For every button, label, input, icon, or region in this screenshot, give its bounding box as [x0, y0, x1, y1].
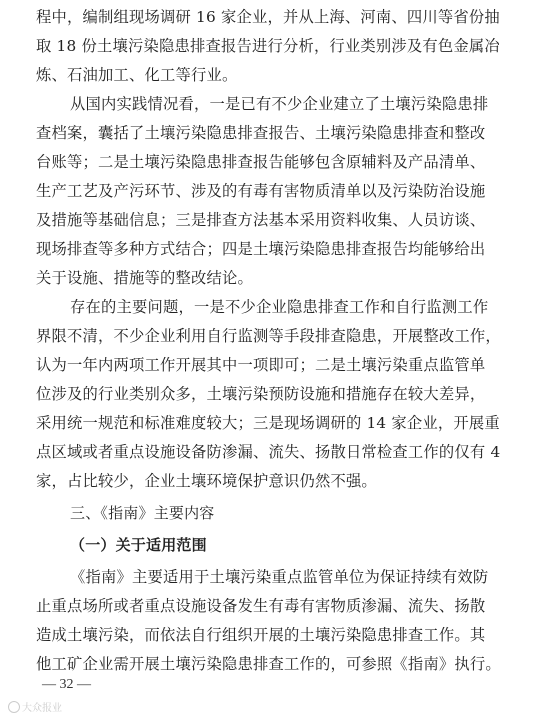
section-heading: 三、《指南》主要内容	[70, 504, 215, 522]
text-line: 查档案，囊括了土壤污染隐患排查报告、土壤污染隐患排查和整改	[36, 124, 486, 142]
paragraph-start-line: 存在的主要问题，一是不少企业隐患排查工作和自行监测工作	[70, 298, 489, 316]
watermark-logo-icon	[8, 701, 20, 713]
text-line: 止重点场所或者重点设施设备发生有毒有害物质渗漏、流失、扬散	[36, 597, 486, 615]
text-line: 取 18 份土壤污染隐患排查报告进行分析，行业类别涉及有色金属冶	[36, 37, 500, 55]
watermark	[8, 699, 62, 714]
subsection-heading: （一）关于适用范围	[70, 536, 207, 554]
text-line: 及措施等基础信息；三是排查方法基本采用资料收集、人员访谈、	[36, 211, 486, 229]
paragraph-start-line: 从国内实践情况看，一是已有不少企业建立了土壤污染隐患排	[70, 95, 489, 113]
text-line: 炼、石油加工、化工等行业。	[36, 66, 238, 84]
paragraph-start-line: 《指南》主要适用于土壤污染重点监管单位为保证持续有效防	[70, 568, 489, 586]
page-number: — 32 —	[42, 677, 91, 692]
text-line: 程中，编制组现场调研 16 家企业，并从上海、河南、四川等省份抽	[36, 8, 500, 26]
text-line: 台账等；二是土壤污染隐患排查报告能够包含原辅料及产品清单、	[36, 153, 486, 171]
text-line: 现场排查等多种方式结合；四是土壤污染隐患排查报告均能够给出	[36, 240, 486, 258]
watermark-text: 大众报业	[22, 703, 62, 714]
text-line: 造成土壤污染，而依法自行组织开展的土壤污染隐患排查工作。其	[36, 626, 486, 644]
text-line: 位涉及的行业类别众多，土壤污染预防设施和措施存在较大差异，	[36, 385, 486, 403]
text-line: 界限不清，不少企业利用自行监测等手段排查隐患，开展整改工作，	[36, 327, 501, 345]
text-line: 他工矿企业需开展土壤污染隐患排查工作的，可参照《指南》执行。	[36, 655, 501, 673]
text-line: 认为一年内两项工作开展其中一项即可；二是土壤污染重点监管单	[36, 356, 486, 374]
text-line: 家，占比较少，企业土壤环境保护意识仍然不强。	[36, 472, 377, 490]
text-line: 点区域或者重点设施设备防渗漏、流失、扬散日常检查工作的仅有 4	[36, 443, 501, 461]
text-line: 生产工艺及产污环节、涉及的有毒有害物质清单以及污染防治设施	[36, 182, 486, 200]
text-line: 采用统一规范和标准难度较大；三是现场调研的 14 家企业，开展重	[36, 414, 500, 432]
text-line: 关于设施、措施等的整改结论。	[36, 269, 253, 287]
